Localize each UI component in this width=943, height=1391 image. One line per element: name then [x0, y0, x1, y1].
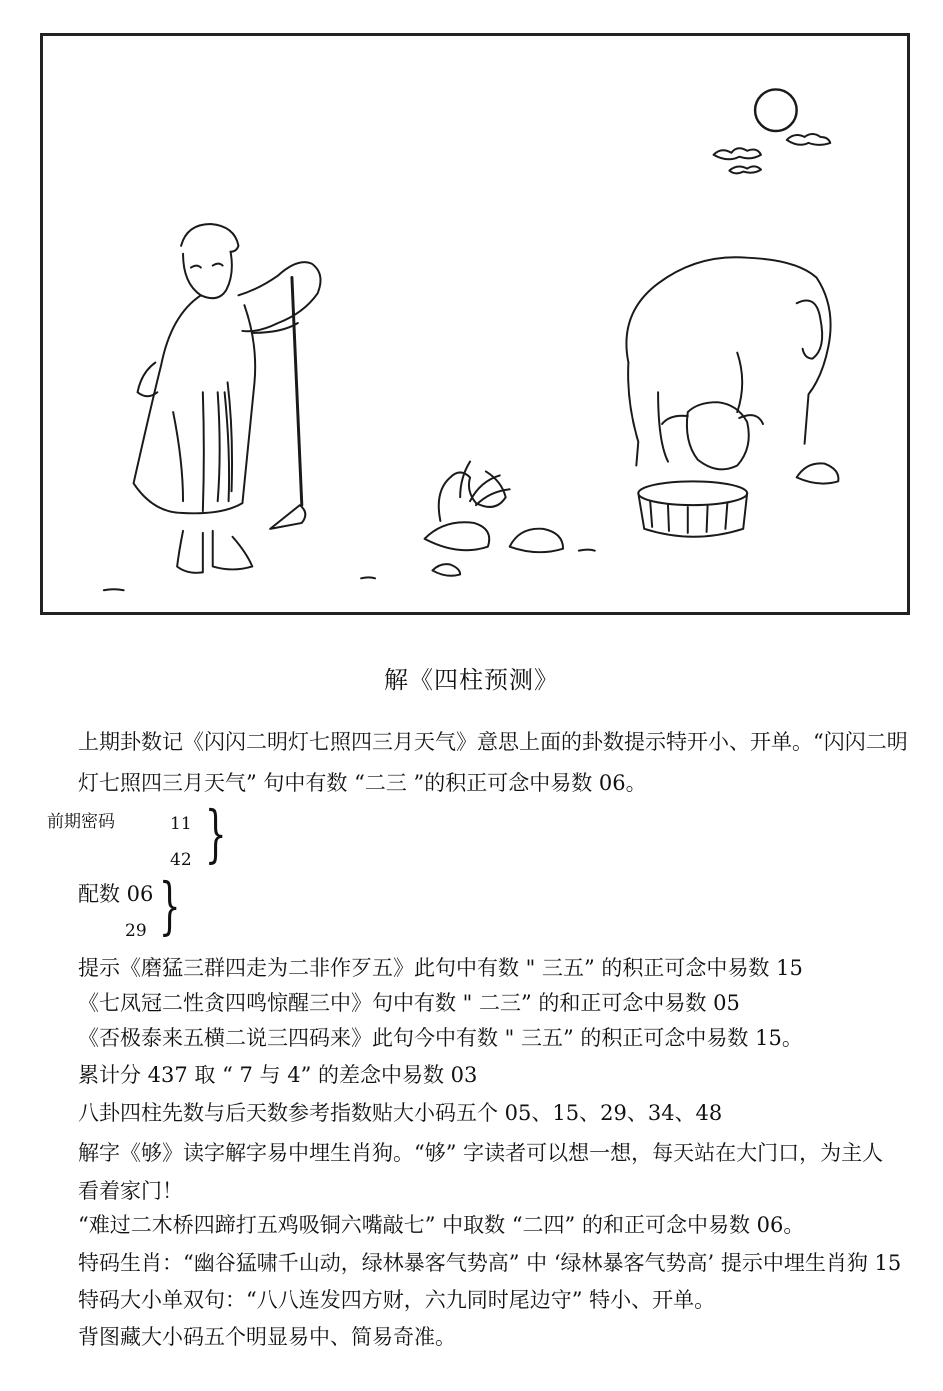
previous-code-label: 前期密码: [47, 812, 115, 832]
rock-icon: [432, 564, 460, 576]
hint-line: 背图藏大小码五个明显易中、简易奇准。: [78, 1325, 456, 1349]
basin-icon: [638, 481, 747, 536]
hint-line: 特码生肖：“幽谷猛啸千山动，绿林暴客气势高” 中 ‘绿林暴客气势高’ 提示中埋生肖狗 15: [78, 1251, 902, 1275]
hint-line: 解字《够》读字解字易中埋生肖狗。“够” 字读者可以想一想，每天站在大门口，为主人: [78, 1141, 884, 1165]
cloud-icon: [714, 134, 831, 173]
previous-code-number: 42: [170, 850, 192, 870]
intro-line-1: 上期卦数记《闪闪二明灯七照四三月天气》意思上面的卦数提示特开小、开单。“闪闪二明: [78, 730, 908, 754]
pairing-number: 29: [125, 921, 147, 941]
illustration-panel: [40, 33, 910, 615]
previous-code-number: 11: [170, 814, 192, 834]
hint-line: 累计分 437 取 “ 7 与 4” 的差念中易数 03: [78, 1063, 478, 1087]
hint-line: 提示《磨猛三群四走为二非作歹五》此句中有数 " 三五” 的积正可念中易数 15: [78, 956, 803, 980]
farm-scene-illustration: [43, 36, 907, 612]
page-title: 解《四柱预测》: [384, 666, 559, 694]
rock-icon: [510, 529, 563, 552]
brace-icon: }: [204, 797, 227, 870]
hint-line: 《七凤冠二性贪四鸣惊醒三中》句中有数 " 二三” 的和正可念中易数 05: [78, 991, 740, 1015]
hint-line: 看着家门！: [78, 1179, 183, 1203]
rock-icon: [797, 463, 839, 483]
hint-line: “难过二木桥四蹄打五鸡吸铜六嘴敲七” 中取数 “二四” 的和正可念中易数 06。: [78, 1213, 805, 1237]
ox-figure: [626, 257, 830, 469]
brace-icon: }: [158, 869, 181, 942]
rooster-figure: [425, 462, 510, 551]
hint-line: 特码大小单双句：“八八连发四方财，六九同时尾边守” 特小、开单。: [78, 1288, 716, 1312]
hint-line: 八卦四柱先数与后天数参考指数贴大小码五个 05、15、29、34、48: [78, 1101, 723, 1125]
pairing-label: 配数 06: [78, 882, 154, 906]
hint-line: 《否极泰来五横二说三四码来》此句今中有数 " 三五” 的积正可念中易数 15。: [78, 1026, 803, 1050]
intro-line-2: 灯七照四三月天气” 句中有数 “二三 ”的积正可念中易数 06。: [78, 771, 647, 795]
moon-icon: [755, 89, 797, 131]
farmer-figure: [134, 224, 321, 573]
